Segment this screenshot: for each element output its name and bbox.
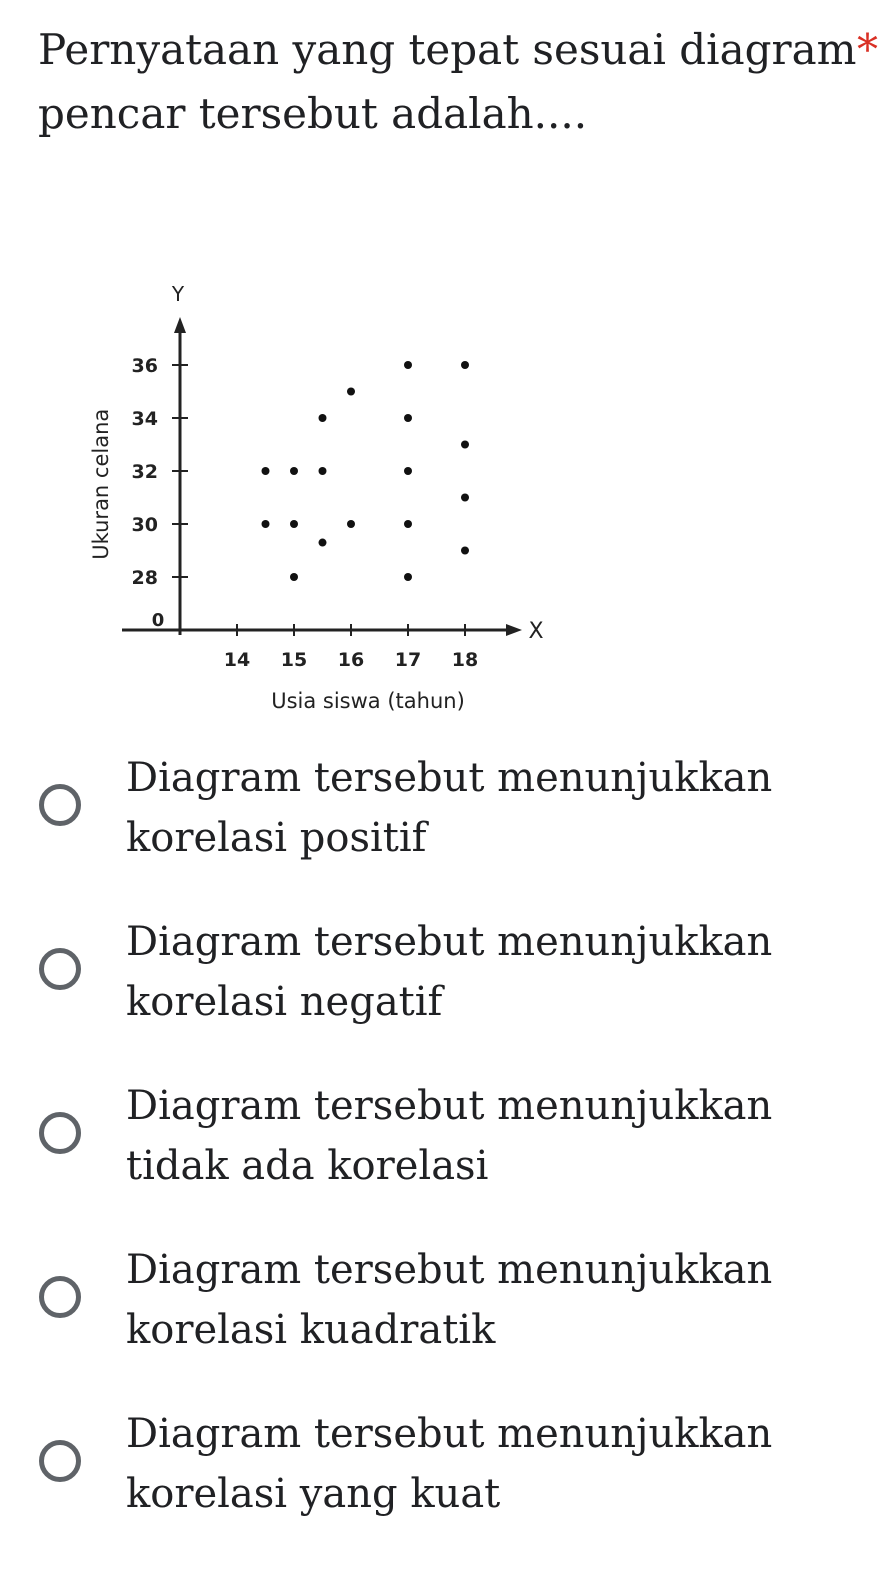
scatter-point (404, 361, 412, 369)
scatter-point (347, 388, 355, 396)
option-label: Diagram tersebut menunjukkan korelasi kuadratik (126, 1247, 773, 1353)
x-tick-label: 15 (280, 649, 308, 671)
x-tick-label: 14 (223, 649, 251, 671)
scatter-point (262, 520, 270, 528)
option-label: Diagram tersebut menunjukkan korelasi positif (126, 755, 773, 861)
y-tick-label: 28 (131, 567, 158, 589)
scatter-point (404, 414, 412, 422)
required-asterisk: * (857, 25, 878, 74)
scatter-point (461, 547, 469, 555)
radio-button-icon[interactable] (39, 948, 81, 990)
scatter-chart (80, 275, 560, 735)
scatter-point (404, 520, 412, 528)
y-tick-label: 34 (131, 408, 158, 430)
scatter-point (290, 467, 298, 475)
y-tick-label: 30 (131, 514, 158, 536)
scatter-point (319, 414, 327, 422)
x-axis-title: Usia siswa (tahun) (271, 689, 465, 713)
scatter-point (461, 494, 469, 502)
radio-button-icon[interactable] (39, 784, 81, 826)
x-axis-arrow-icon (506, 624, 522, 636)
question-text: Pernyataan yang tepat sesuai diagram pencar tersebut adalah.... (38, 25, 857, 138)
x-axis-letter: X (528, 619, 544, 644)
y-axis-arrow-icon (174, 317, 186, 333)
scatter-point (262, 467, 270, 475)
scatter-point (347, 520, 355, 528)
scatter-point (461, 441, 469, 449)
scatter-point (290, 520, 298, 528)
option-label: Diagram tersebut menunjukkan tidak ada korelasi (126, 1083, 773, 1189)
origin-label: 0 (151, 610, 165, 631)
scatter-chart-svg (80, 275, 560, 735)
y-axis-letter: Y (171, 282, 185, 306)
x-tick-label: 16 (337, 649, 365, 671)
scatter-point (404, 573, 412, 581)
y-tick-label: 32 (131, 461, 158, 483)
option-label: Diagram tersebut menunjukkan korelasi negatif (126, 919, 773, 1025)
radio-button-icon[interactable] (39, 1440, 81, 1482)
y-tick-label: 36 (131, 355, 158, 377)
y-axis-title: Ukuran celana (89, 408, 113, 560)
question-title (38, 18, 878, 146)
scatter-point (319, 467, 327, 475)
answer-options (0, 748, 894, 1568)
x-tick-label: 17 (394, 649, 422, 671)
scatter-point (290, 573, 298, 581)
option-5[interactable] (0, 1404, 894, 1568)
scatter-point (319, 539, 327, 547)
option-3[interactable] (0, 1076, 894, 1240)
scatter-point (404, 467, 412, 475)
option-label: Diagram tersebut menunjukkan korelasi yang kuat (126, 1411, 773, 1517)
option-2[interactable] (0, 912, 894, 1076)
option-4[interactable] (0, 1240, 894, 1404)
scatter-point (461, 361, 469, 369)
x-tick-label: 18 (451, 649, 479, 671)
radio-button-icon[interactable] (39, 1112, 81, 1154)
option-1[interactable] (0, 748, 894, 912)
radio-button-icon[interactable] (39, 1276, 81, 1318)
